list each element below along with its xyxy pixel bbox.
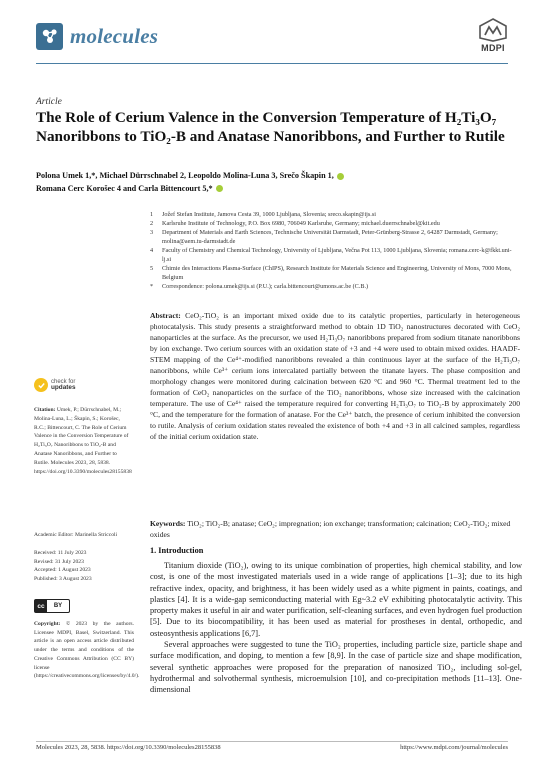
publisher-logo[interactable] [478,18,508,53]
affiliation-text: Chimie des Interactions Plasma-Surface (ChIPS), Research Institute for Materials Science and Engineering, University of Mons, 7000 Mons, Belgium [162,265,512,281]
keywords [150,518,520,540]
affiliation-item [150,265,520,282]
affiliation-number: 5 [150,265,154,273]
update-check-icon [34,378,48,392]
affiliation-item [150,229,520,246]
correspondence [150,283,520,292]
updates-check-text: check for [51,378,76,385]
affiliation-text: Department of Materials and Earth Sciences, Technische Universität Darmstadt, Peter-Grünberg-Strasse 2, 64287 Darmstadt, Germany; molina@aem.tu-darmstadt.de [162,229,498,246]
citation-text[interactable]: Umek, P.; Dürrschnabel, M.; Molina-Luna, L.; Škapin, S.; Korošec, R.C.; Bittencourt, C. The Role of Cerium Valence in the Conversion Temperature of H₂Ti₃O₇ Nanoribbons to TiO₂-B and Anatase Nanoribbons, and Further to Rutile. Molecules 2023, 28, 5838. https://doi.org/10.3390/molecules28155838 [34,407,132,475]
affiliation-text: Karlsruhe Institute of Technology, P.O. Box 6980, 706049 Karlsruhe, Germany; michael.duerrschnabel@kit.edu [162,220,440,228]
received-date: Received: 11 July 2023 [34,550,87,556]
molecules-logo-icon [36,23,63,50]
copyright-block [34,620,140,681]
orcid-icon[interactable] [216,185,223,192]
affiliation-number: 4 [150,247,154,255]
author-list [36,170,506,195]
journal-logo[interactable] [36,18,158,54]
updates-label: updates [51,384,76,391]
updates-text [51,379,76,392]
citation-block [34,406,132,476]
section-heading: 1. Introduction [150,546,204,555]
license-by-label: BY [53,603,63,609]
paragraph: Titanium dioxide (TiO₂), owing to its unique combination of properties, high chemical stability, and low cost, is one of the most investigated materials used in a wide range of applications [1–3]; due to its high refractive index, opacity, and brightness, it has been widely used as a white pigment in paints, coatings, and plastics [4]. It is a wide-gap semiconducting material with Eg~3.2 eV exhibiting photocatalytic activity. This property makes it useful in air and water purification, self-cleaning surfaces, and even hydrogen fuel production [5]. Due to its biocompatibility, it has been used as material for prostheses in dental, orthopedic, and osteosynthesis applications [6,7]. [150,561,522,638]
abstract [150,310,520,442]
revised-date: Revised: 31 July 2023 [34,558,84,565]
correspondence-text[interactable]: Correspondence: polona.umek@ijs.si (P.U.); carla.bittencourt@umons.ac.be (C.B.) [162,283,369,291]
academic-editor: Academic Editor: Marinella Striccoli [34,532,118,538]
creative-commons-icon: cc [35,600,47,612]
article-type: Article [36,97,62,107]
published-date: Published: 3 August 2023 [34,575,92,582]
affiliation-number: 2 [150,220,154,228]
journal-name: molecules [70,23,159,48]
copyright-text: © 2023 by the authors. Licensee MDPI, Basel, Switzerland. This article is an open access article distributed under the terms and conditions of the Creative Commons Attribution (CC BY) license (https://creativecommons.org/licenses/by/4.0/). [34,621,140,680]
affiliation-text: Jožef Stefan Institute, Jamova Cesta 39, 1000 Ljubljana, Slovenia; sreco.skapin@ijs.si [162,211,376,218]
abstract-text: CeO₂-TiO₂ is an important mixed oxide due to its catalytic properties, particularly in heterogeneous photocatalysis. This study presents a straightforward method to obtain 1D TiO₂ nanostructures decorated with CeO₂ nanoparticles at the surface. As the precursor, we used H₂Ti₃O₇ nanoribbons prepared from sodium titanate nanoribbons by ion exchange. Two cerium sources with an oxidation state of +3 and +4 were used to obtain mixed oxides. HAADF-STEM mapping of the Ce⁴⁺-modified nanoribbons revealed a thin continuous layer at the surface of the H₂Ti₃O₇ nanoribbons, while Ce³⁺ cerium ions intercalated partially between the titanate layers. The phase composition and morphology changes were monitored during calcination between 620 °C and 960 °C. Thermal treatment led to the formation of CeO₂ nanoparticles on the surface of the TiO₂ nanoribbons, whose size increased with the calcination temperature. The use of Ce⁴⁺ raised the temperature required for converting H₂Ti₃O₇ to TiO₂-B by approximately 200 °C, and the temperature for the formation of anatase. For the Ce³⁺ batch, the presence of cerium inhibited the conversion to rutile. Analysis of cerium oxidation states revealed the existence of both +4 and +3 in all calcined samples, regardless of the initial cerium oxidation state. [150,311,520,441]
check-for-updates-button[interactable] [34,378,76,392]
keywords-label: Keywords: [150,519,186,528]
affiliation-item [150,220,520,229]
history-dates [34,549,134,583]
keywords-text: TiO₂; TiO₂-B; anatase; CeO₂; impregnation; ion exchange; transformation; calcination; CeO₂-TiO₂; mixed oxides [150,519,511,539]
affiliation-number: 1 [150,211,154,218]
cc-license-badge[interactable] [34,599,70,613]
paragraph: Several approaches were suggested to tune the TiO₂ properties, including particle size, particle shape and surface modification, and doping, to mention a few [8,9]. In the case of particle size and shape modification, several synthetic approaches were proposed for the preparation of nanosized TiO₂, including sol-gel, hydrothermal and solvothermal synthesis, microemulsion [10], and co-precipitation methods [11–13]. One-dimensional [150,640,522,695]
authors-line-1: Polona Umek 1,*, Michael Dürrschnabel 2, Leopoldo Molina-Luna 3, Srečo Škapin 1, [36,171,334,180]
affiliation-number: 3 [150,229,154,237]
affiliations [150,211,520,292]
affiliation-item [150,211,520,220]
introduction-body [150,560,522,696]
mdpi-logo-icon [478,18,508,42]
accepted-date: Accepted: 1 August 2023 [34,567,91,574]
orcid-icon[interactable] [337,173,344,180]
affiliation-item [150,247,520,264]
footer-journal-url[interactable]: https://www.mdpi.com/journal/molecules [400,744,508,751]
affiliation-text: Faculty of Chemistry and Chemical Technology, University of Ljubljana, Večna Pot 113, 1000 Ljubljana, Slovenia; romana.cerc-k@fkkt.uni-lj.si [162,247,512,264]
article-title: The Role of Cerium Valence in the Conversion Temperature of H₂Ti₃O₇ Nanoribbons to TiO₂-B and Anatase Nanoribbons, and Further to Rutile [36,109,505,145]
footer-divider [36,741,508,742]
citation-label: Citation: [34,407,56,413]
copyright-label: Copyright: [34,621,61,627]
header-divider [36,63,508,64]
authors-line-2: Romana Cerc Korošec 4 and Carla Bittencourt 5,* [36,183,213,193]
affiliation-number: * [150,283,154,291]
publisher-name: MDPI [481,43,505,53]
abstract-label: Abstract: [150,311,181,320]
footer-citation[interactable]: Molecules 2023, 28, 5838. https://doi.org/10.3390/molecules28155838 [36,744,221,751]
